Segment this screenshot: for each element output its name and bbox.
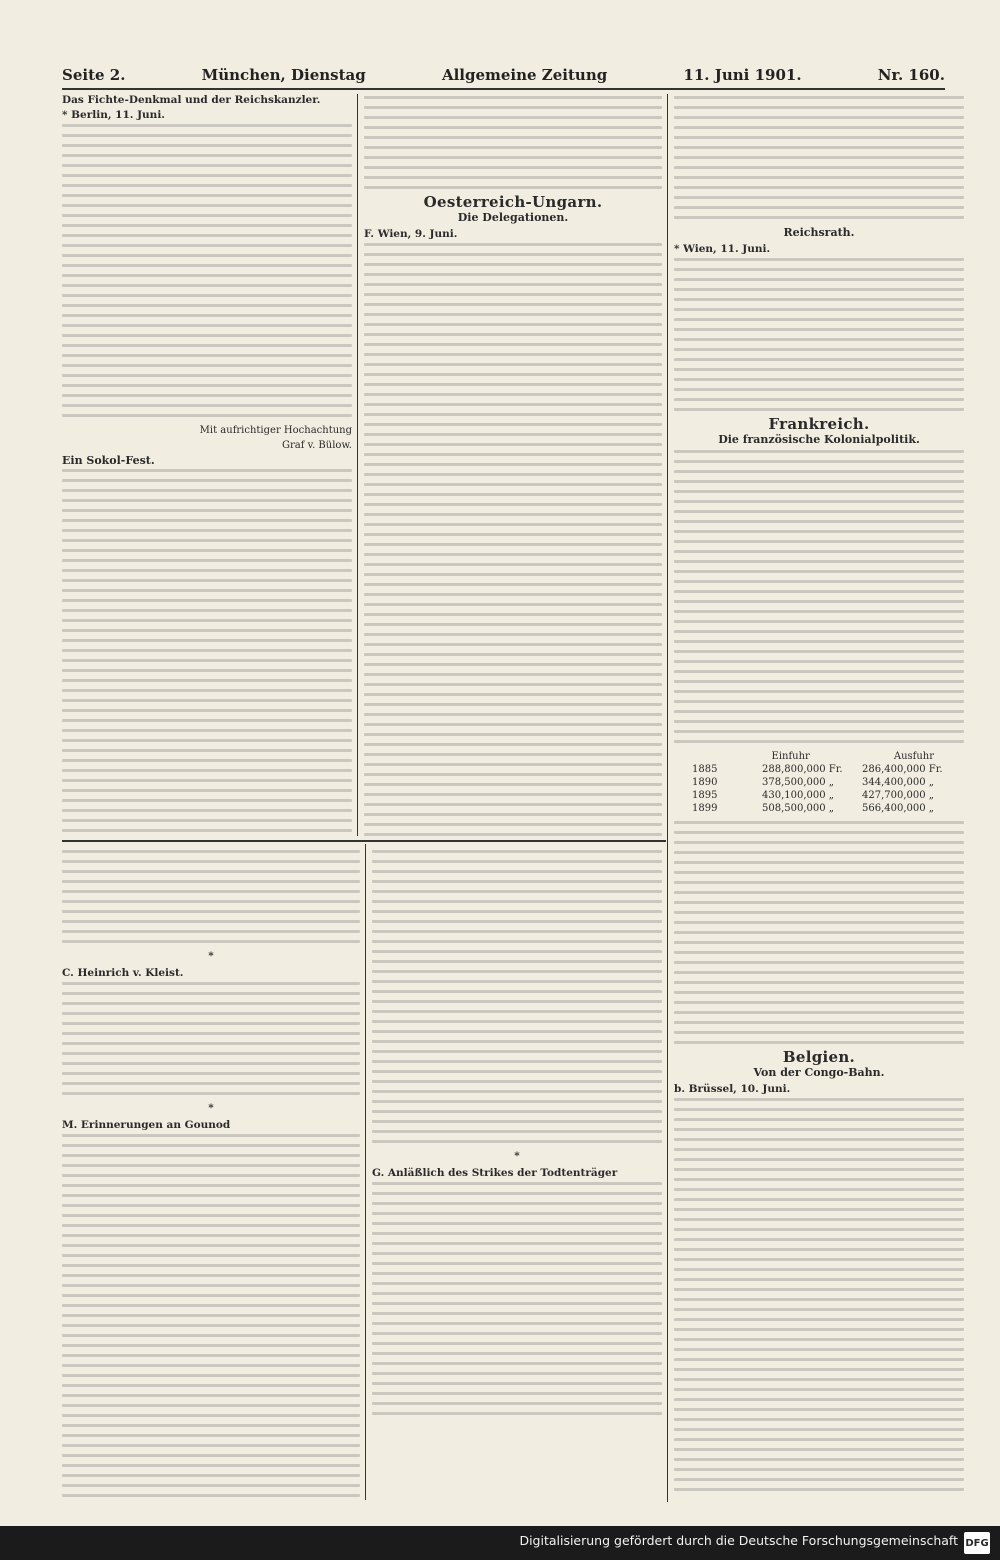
table-row: 1885 288,800,000 Fr. 286,400,000 Fr.	[692, 764, 943, 775]
column-3	[674, 94, 964, 1499]
subsection-heading: Die Delegationen.	[457, 211, 569, 224]
section-heading: Das Fichte-Denkmal und der Reichskanzler.	[62, 94, 321, 106]
column-1-bottom	[62, 850, 360, 1500]
page-number: Seite 2.	[62, 66, 126, 84]
article-heading: C. Heinrich v. Kleist.	[62, 967, 184, 979]
page-header	[62, 62, 945, 90]
article-text	[62, 850, 360, 943]
article-text	[674, 258, 964, 411]
table-row: 1899 508,500,000 „ 566,400,000 „	[692, 803, 934, 814]
article-text	[364, 243, 662, 839]
dateline: b. Brüssel, 10. Juni.	[674, 1083, 791, 1095]
table-row: 1895 430,100,000 „ 427,700,000 „	[692, 790, 934, 801]
article-title: Ein Sokol-Fest.	[62, 454, 155, 467]
column-divider	[365, 844, 366, 1500]
newspaper-title: Allgemeine Zeitung	[441, 66, 608, 84]
article-text	[62, 1134, 360, 1500]
separator: *	[208, 950, 214, 962]
subsection-heading: Die französische Kolonialpolitik.	[718, 433, 920, 446]
place-date: München, Dienstag	[201, 66, 366, 84]
article-heading: G. Anläßlich des Strikes der Todtenträger	[372, 1167, 618, 1179]
column-divider	[357, 94, 358, 836]
article-heading: M. Erinnerungen an Gounod	[62, 1119, 231, 1131]
section-divider	[62, 840, 666, 842]
subsection-heading: Von der Congo-Bahn.	[753, 1066, 885, 1079]
table-header: Einfuhr	[771, 751, 810, 762]
column-2-top	[364, 94, 662, 839]
article-text	[62, 124, 352, 417]
issue-date: 11. Juni 1901.	[683, 66, 802, 84]
footer-text: Digitalisierung gefördert durch die Deutsche Forschungsgemeinschaft	[519, 1533, 958, 1548]
column-1-top	[62, 94, 352, 839]
section-heading: Oesterreich-Ungarn.	[423, 193, 603, 211]
column-divider	[667, 94, 668, 1502]
trade-table	[674, 750, 964, 815]
dateline: * Wien, 11. Juni.	[674, 243, 771, 255]
article-text	[364, 96, 662, 189]
article-text	[674, 96, 964, 219]
section-heading: Frankreich.	[768, 415, 870, 433]
subsection-heading: Reichsrath.	[783, 226, 855, 239]
column-2-bottom	[372, 850, 662, 1500]
table-row: 1890 378,500,000 „ 344,400,000 „	[692, 777, 934, 788]
article-text	[674, 1098, 964, 1491]
dfg-logo: DFG	[964, 1532, 990, 1554]
dateline: F. Wien, 9. Juni.	[364, 228, 458, 240]
closing-line-1: Mit aufrichtiger Hochachtung	[199, 425, 352, 436]
article-text	[62, 469, 352, 839]
dateline: * Berlin, 11. Juni.	[62, 109, 165, 121]
article-text	[372, 850, 662, 1143]
article-text	[674, 821, 964, 1044]
table-header: Ausfuhr	[893, 751, 934, 762]
separator: *	[208, 1102, 214, 1114]
article-text	[674, 450, 964, 743]
article-text	[372, 1182, 662, 1415]
issue-number: Nr. 160.	[877, 66, 945, 84]
article-text	[62, 982, 360, 1095]
separator: *	[514, 1150, 520, 1162]
closing-line-2: Graf v. Bülow.	[282, 440, 352, 451]
section-heading: Belgien.	[782, 1048, 856, 1066]
